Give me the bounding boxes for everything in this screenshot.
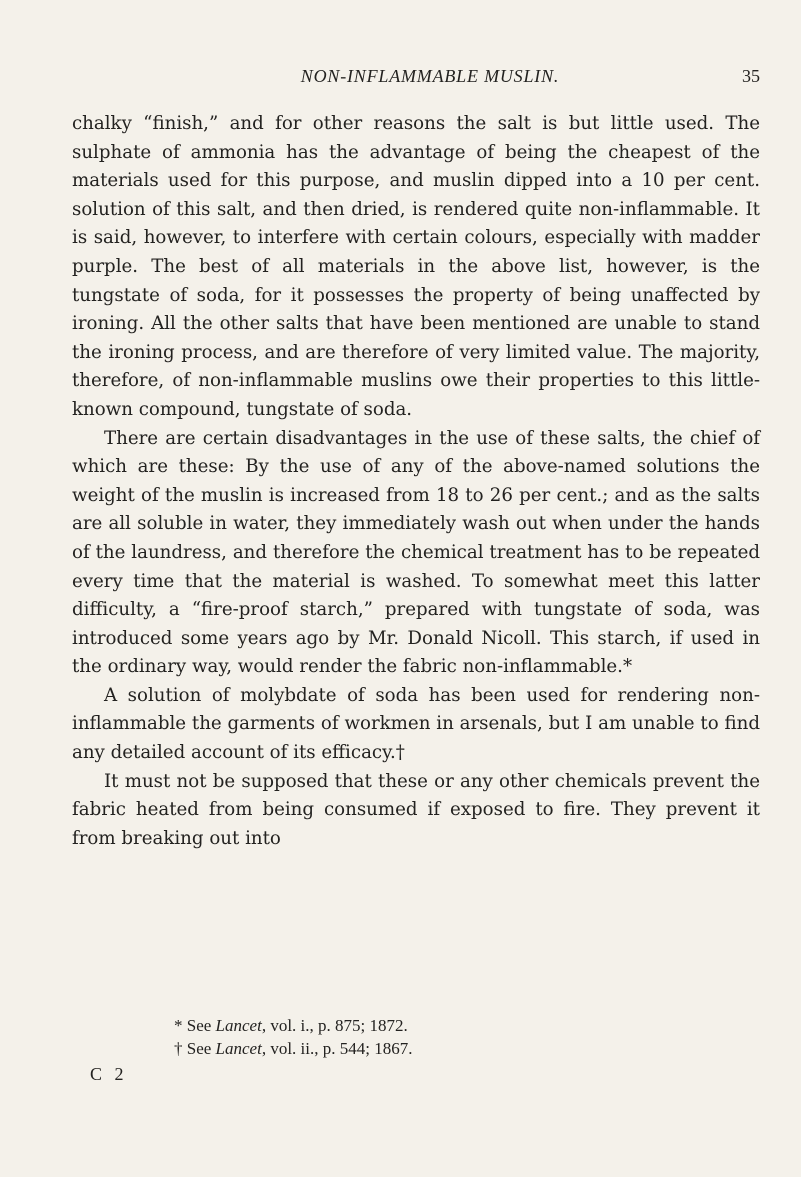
body-text [72,110,760,853]
footnote-citation: , vol. ii., p. 544; 1867. [261,1038,413,1058]
paragraph: A solution of molybdate of soda has been used for rendering non-inflammable the garments of workmen in arsenals, but I am unable to find any detailed account of its efficacy.† [72,684,760,764]
footnote-citation: , vol. i., p. 875; 1872. [261,1016,408,1035]
footnote [72,1015,760,1038]
footnote [72,1038,760,1061]
footnotes [72,1015,760,1060]
footnote-source: Lancet [215,1038,262,1058]
footnote-mark: † [174,1038,183,1058]
paragraph: There are certain disadvantages in the use of these salts, the chief of which are these: By the use of any of the above-named solutions the weight of the muslin is increased from 18 to 26 per cent.; and as the salts are all soluble in water, they immediately wash out when under the hands of the laundress, and therefore the chemical treatment has to be repeated every time that the material is washed. To somewhat meet this latter difficulty, a “fire-proof starch,” prepared with tungstate of soda, was introduced some years ago by Mr. Donald Nicoll. This starch, if used in the ordinary way, would render the fabric non-inflammable.* [72,427,760,678]
running-head [60,66,760,90]
footnote-mark: * [174,1016,183,1035]
running-title: NON-INFLAMMABLE MUSLIN. [300,66,560,86]
paragraph-continued: chalky “finish,” and for other reasons the salt is but little used. The sulphate of ammonia has the advantage of being the cheapest of the materials used for this purpose, and muslin dipped into a 10 per cent. solution of this salt, and then dried, is rendered quite non-inflammable. It is said, however, to interfere with certain colours, especially with madder purple. The best of all materials in the above list, however, is the tungstate of soda, for it possesses the property of being unaffected by ironing. All the other salts that have been mentioned are unable to stand the ironing process, and are therefore of very limited value. The majority, therefore, of non-inflammable muslins owe their properties to this little-known compound, tungstate of soda. [72,113,760,420]
signature-mark: C 2 [90,1064,128,1084]
footnote-source: Lancet [215,1016,262,1035]
paragraph: It must not be supposed that these or any other chemicals prevent the fabric heated from being consumed if exposed to fire. They prevent it from breaking out into [72,770,760,849]
page-number: 35 [742,66,760,86]
footnote-prefix: See [186,1016,212,1035]
footnote-prefix: See [186,1038,212,1058]
